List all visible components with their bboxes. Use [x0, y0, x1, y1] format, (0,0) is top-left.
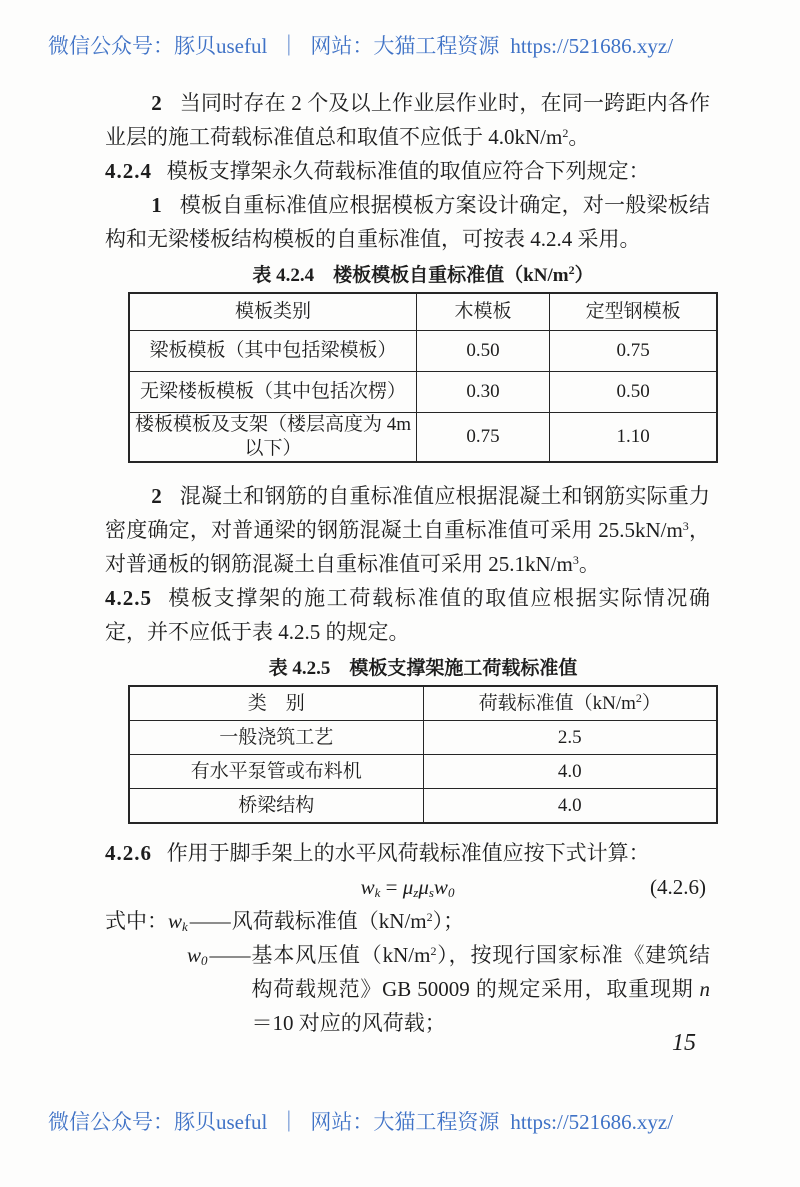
- definition-dash: ——: [209, 943, 250, 967]
- superscript: 3: [682, 519, 689, 533]
- paragraph-text: 。: [568, 125, 590, 149]
- watermark-url: https://521686.xyz/: [510, 34, 674, 58]
- table-header-row: [129, 293, 717, 331]
- where-w0-definition: [187, 938, 710, 1040]
- clause-4-2-4: [105, 154, 710, 188]
- superscript: 2: [426, 910, 433, 924]
- table-cell: 0.75: [416, 413, 549, 463]
- definition-dash: ——: [189, 909, 230, 933]
- formula-equals: =: [380, 875, 403, 899]
- table-row: [129, 372, 717, 413]
- table-cell: 4.0: [423, 755, 717, 789]
- superscript: 2: [568, 263, 575, 277]
- table-cell: 0.75: [550, 331, 717, 372]
- table-cell: 无梁楼板模板（其中包括次楞）: [129, 372, 416, 413]
- column-header-text: 荷载标准值（kN/m: [478, 692, 636, 714]
- watermark-divider: ｜: [278, 1110, 300, 1134]
- table-header-row: [129, 686, 717, 721]
- formula-4-2-6: [105, 870, 710, 904]
- table-cell: 1.10: [550, 413, 717, 463]
- variable-w0-lead: [187, 938, 252, 972]
- column-header-text: ）: [641, 692, 661, 714]
- table-title-text: ）: [574, 265, 594, 286]
- table-4-2-5: [128, 685, 718, 824]
- table-4-2-4: [128, 292, 718, 463]
- clause-number: 4.2.6: [105, 841, 152, 865]
- clause-number: 4.2.4: [105, 159, 152, 183]
- paragraph-item-2-concrete: [105, 479, 710, 581]
- definition-text: ）；: [432, 909, 465, 933]
- paragraph-text: 。: [578, 552, 600, 576]
- watermark-wechat-label: 微信公众号：豚贝useful: [48, 1110, 268, 1134]
- table-cell: 0.50: [416, 331, 549, 372]
- watermark-site-label: 网站：大猫工程资源: [310, 1110, 500, 1134]
- table-cell: 2.5: [423, 721, 717, 755]
- table-cell: 桥梁结构: [129, 789, 423, 824]
- table-4-2-5-title: [128, 655, 718, 683]
- clause-text: 作用于脚手架上的水平风荷载标准值应按下式计算：: [166, 841, 650, 865]
- paragraph-text: 模板自重标准值应根据模板方案设计确定，对一般梁板结构和无梁楼板结构模板的自重标准值，可按表 4.2.4 采用。: [105, 193, 710, 251]
- watermark-divider: ｜: [278, 34, 300, 58]
- superscript: 3: [572, 553, 579, 567]
- watermark-site-label: 网站：大猫工程资源: [310, 34, 500, 58]
- table-title-text: 表 4.2.5 模板支撑架施工荷载标准值: [268, 658, 578, 679]
- table-title-text: 表 4.2.4 楼板模板自重标准值（kN/m: [252, 265, 569, 286]
- column-header: 定型钢模板: [550, 293, 717, 331]
- table-row: [129, 331, 717, 372]
- variable-n: n: [699, 977, 710, 1001]
- definition-text: 基本风压值（kN/m: [251, 943, 431, 967]
- table-row: [129, 721, 717, 755]
- where-wk-definition: [105, 904, 710, 938]
- watermark-wechat-label: 微信公众号：豚贝useful: [48, 34, 268, 58]
- definition-text-block: [252, 938, 710, 1040]
- paragraph-item-2: [105, 86, 710, 154]
- page-number: 15: [672, 1030, 696, 1056]
- table-cell: 一般浇筑工艺: [129, 721, 423, 755]
- formula-variable-mu-z: $\mu_z$: [402, 875, 419, 900]
- clause-4-2-6: [105, 836, 710, 870]
- table-cell: 楼板模板及支架（楼层高度为 4m 以下）: [129, 413, 416, 463]
- formula-variable-w0: $w_0$: [433, 875, 455, 900]
- item-number: 1: [151, 193, 162, 217]
- clause-4-2-5: [105, 581, 710, 649]
- equation-number: (4.2.6): [650, 875, 706, 899]
- page-content: [105, 86, 710, 1040]
- column-header: 类 别: [129, 686, 423, 721]
- paragraph-text: 混凝土和钢筋的自重标准值应根据混凝土和钢筋实际重力密度确定，对普通梁的钢筋混凝土自重标准值可采用 25.5kN/m: [105, 484, 710, 542]
- paragraph-text: ，对普通板的钢筋混凝土自重标准值可采用 25.1kN/m: [105, 518, 711, 576]
- column-header: 木模板: [416, 293, 549, 331]
- superscript: 2: [562, 126, 569, 140]
- variable-w0: $w_0$: [187, 943, 208, 968]
- table-4-2-4-title: [128, 262, 718, 290]
- variable-wk: $w_k$: [168, 909, 188, 934]
- formula-variable-wk: $w_k$: [360, 875, 381, 900]
- table-row: [129, 755, 717, 789]
- superscript: 2: [430, 944, 437, 958]
- clause-text: 模板支撑架永久荷载标准值的取值应符合下列规定：: [166, 159, 650, 183]
- definition-text: ），按现行国家标准《建筑结构荷载规范》GB 50009 的规定采用，取重现期: [251, 943, 710, 1001]
- watermark-bottom: [48, 1106, 770, 1136]
- clause-text: 模板支撑架的施工荷载标准值的取值应根据实际情况确定，并不应低于表 4.2.5 的规定。: [105, 586, 710, 644]
- table-cell: 0.50: [550, 372, 717, 413]
- table-row: [129, 413, 717, 463]
- clause-number: 4.2.5: [105, 586, 152, 610]
- paragraph-text: 当同时存在 2 个及以上作业层作业时，在同一跨距内各作业层的施工荷载标准值总和取值不应低于 4.0kN/m: [105, 91, 710, 149]
- paragraph-item-1: [105, 188, 710, 256]
- where-label: 式中：: [105, 909, 168, 933]
- item-number: 2: [151, 91, 162, 115]
- table-cell: 4.0: [423, 789, 717, 824]
- item-number: 2: [151, 484, 162, 508]
- column-header: [423, 686, 717, 721]
- table-cell: 梁板模板（其中包括梁模板）: [129, 331, 416, 372]
- definition-text: 风荷载标准值（kN/m: [231, 909, 427, 933]
- table-cell: 有水平泵管或布料机: [129, 755, 423, 789]
- superscript: 2: [635, 690, 642, 705]
- watermark-top: [48, 30, 770, 60]
- definition-text: ＝10 对应的风荷载；: [251, 1011, 446, 1035]
- table-row: [129, 789, 717, 824]
- column-header: 模板类别: [129, 293, 416, 331]
- watermark-url: https://521686.xyz/: [510, 1110, 674, 1134]
- table-cell: 0.30: [416, 372, 549, 413]
- formula-variable-mu-s: $\mu_s$: [418, 875, 434, 900]
